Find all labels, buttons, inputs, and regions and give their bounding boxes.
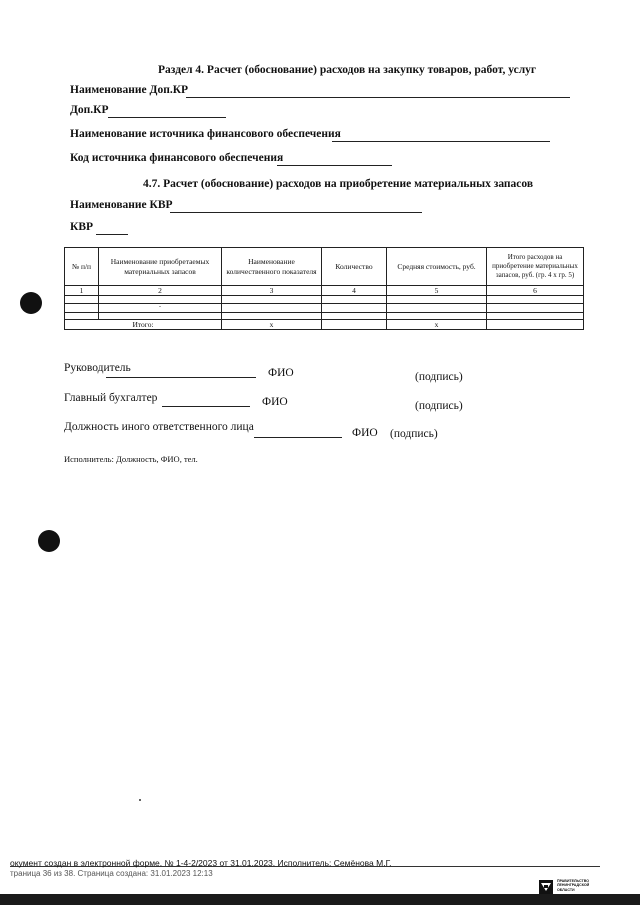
cell[interactable] (487, 296, 584, 304)
logo-text-line2: ЛЕНИНГРАДСКОЙ (557, 883, 590, 888)
cell[interactable] (222, 296, 322, 304)
colnum-2: 2 (99, 286, 222, 296)
field-kvr-name[interactable] (170, 212, 422, 213)
section-title: Раздел 4. Расчет (обоснование) расходов на закупку товаров, работ, услуг (158, 64, 537, 76)
colnum-6: 6 (487, 286, 584, 296)
cell[interactable] (222, 312, 322, 319)
cell[interactable] (65, 296, 99, 304)
header-avg-cost: Средняя стоимость, руб. (387, 248, 487, 286)
total-col6[interactable] (487, 319, 584, 329)
accountant-sign-caption: (подпись) (415, 400, 463, 412)
total-x-col3: x (222, 319, 322, 329)
accountant-label: Главный бухгалтер (64, 392, 158, 404)
logo-text-line3: ОБЛАСТИ (557, 887, 575, 892)
label-funding-source-name: Наименование источника финансового обеспечения (70, 128, 341, 140)
accountant-sign-field[interactable] (162, 406, 250, 407)
emblem-icon (538, 879, 554, 895)
head-sign-caption: (подпись) (415, 371, 463, 383)
cell[interactable] (65, 304, 99, 313)
cell[interactable] (99, 296, 222, 304)
logo-text-line1: ПРАВИТЕЛЬСТВО (557, 879, 590, 883)
field-funding-source-code[interactable] (277, 165, 392, 166)
colnum-4: 4 (322, 286, 387, 296)
field-kvr[interactable] (96, 234, 128, 235)
punch-hole-top (20, 292, 42, 314)
header-material-name: Наименование приобретаемых материальных запасов (99, 248, 222, 286)
executor-info: Исполнитель: Должность, ФИО, тел. (64, 454, 198, 464)
cell[interactable] (222, 304, 322, 313)
head-label: Руководитель (64, 362, 131, 374)
head-sign-field[interactable] (106, 377, 256, 378)
total-col4[interactable] (322, 319, 387, 329)
header-quantity: Количество (322, 248, 387, 286)
cell[interactable] (487, 304, 584, 313)
other-official-label: Должность иного ответственного лица (64, 421, 254, 433)
cell[interactable] (387, 304, 487, 313)
field-funding-source-name[interactable] (332, 141, 550, 142)
total-label: Итого: (65, 319, 222, 329)
cell[interactable] (487, 312, 584, 319)
head-fio: ФИО (268, 367, 294, 379)
colnum-1: 1 (65, 286, 99, 296)
accountant-fio: ФИО (262, 396, 288, 408)
label-dop-kr: Доп.КР (70, 104, 109, 116)
cell[interactable] (387, 312, 487, 319)
header-num: № п/п (65, 248, 99, 286)
label-kvr: КВР (70, 221, 94, 233)
footer-document-info: окумент создан в электронной форме. № 1-4-2/2023 от 31.01.2023. Исполнитель: Семёнова М.Г. (10, 858, 392, 868)
other-official-fio: ФИО (352, 427, 378, 439)
total-x-col5: x (387, 319, 487, 329)
table-row[interactable] (65, 304, 584, 313)
other-official-sign-caption: (подпись) (390, 428, 438, 440)
colnum-5: 5 (387, 286, 487, 296)
subsection-title: 4.7. Расчет (обоснование) расходов на приобретение материальных запасов (143, 178, 534, 190)
cell[interactable] (99, 312, 222, 319)
cell[interactable] (322, 304, 387, 313)
colnum-3: 3 (222, 286, 322, 296)
field-dop-kr-name[interactable] (186, 97, 570, 98)
other-official-sign-field[interactable] (254, 437, 342, 438)
cell[interactable] (65, 312, 99, 319)
label-kvr-name: Наименование КВР (70, 199, 173, 211)
field-dop-kr[interactable] (108, 117, 226, 118)
table-column-numbers-row (65, 286, 584, 296)
scan-bottom-edge (0, 894, 640, 905)
cell[interactable] (322, 312, 387, 319)
footer-page-info: траница 36 из 38. Страница создана: 31.01.2023 12:13 (10, 869, 213, 878)
scan-speck (139, 799, 141, 801)
label-dop-kr-name: Наименование Доп.КР (70, 84, 189, 96)
table-row[interactable] (65, 296, 584, 304)
table-total-row (65, 319, 584, 329)
cell[interactable]: - (99, 304, 222, 313)
header-total-cost: Итого расходов на приобретение материальных запасов, руб. (гр. 4 х гр. 5) (487, 248, 584, 286)
table-row[interactable] (65, 312, 584, 319)
materials-table (64, 247, 584, 330)
cell[interactable] (387, 296, 487, 304)
cell[interactable] (322, 296, 387, 304)
punch-hole-bottom (38, 530, 60, 552)
table-header-row (65, 248, 584, 286)
header-quantity-indicator: Наименование количественного показателя (222, 248, 322, 286)
label-funding-source-code: Код источника финансового обеспечения (70, 152, 284, 164)
